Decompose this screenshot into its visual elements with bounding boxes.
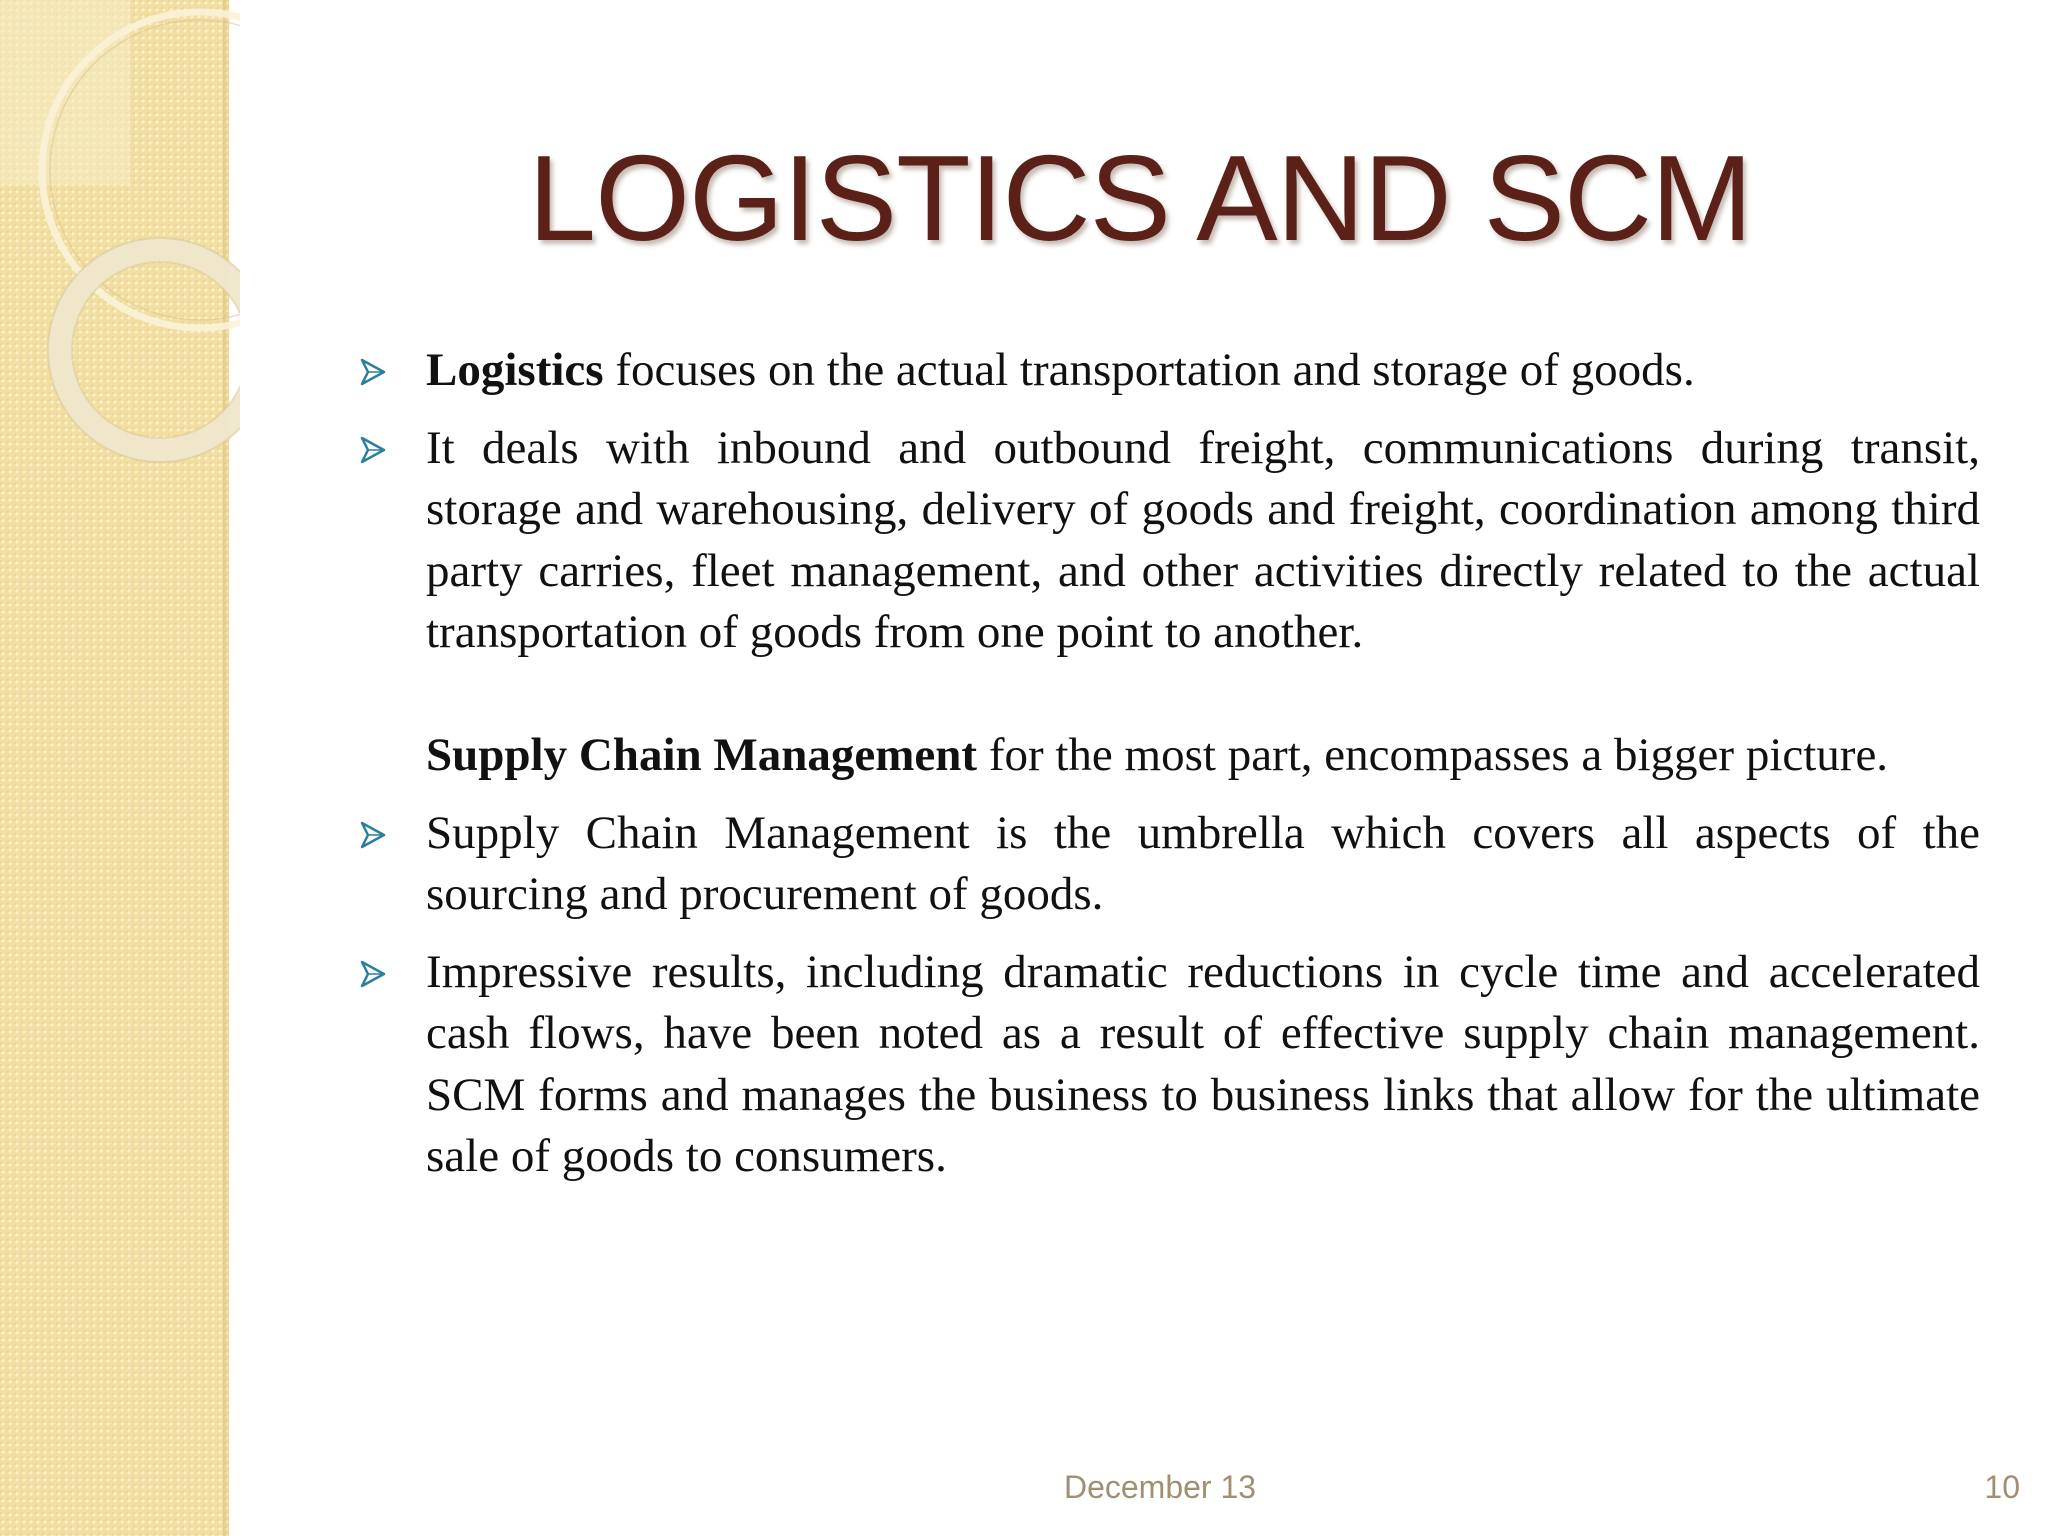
- bullet-body: Impressive results, including dramatic reductions in cycle time and accelerated cash flows, have been noted as a result of effective supply chain management. SCM forms and manages the business to business links that allow for the ultimate sale of goods to consumers.: [426, 945, 1980, 1182]
- arrowhead-bullet-icon: [360, 358, 386, 386]
- bullet-continuation-text: for the most part, encompasses a bigger picture.: [977, 729, 1889, 781]
- bullet-text: [426, 344, 1695, 396]
- bullet-body: It deals with inbound and outbound freight, communications during transit, storage and warehousing, delivery of goods and freight, coordination among third party carries, fleet management, and other activities directly related to the actual transportation of goods from one point to another.: [426, 421, 1980, 658]
- arrowhead-bullet-icon: [360, 960, 386, 988]
- decorative-rings-icon: [0, 0, 240, 520]
- bullet-body: focuses on the actual transportation and storage of goods.: [603, 344, 1695, 396]
- page-number: 10: [1984, 1469, 2020, 1505]
- bullet-item: [360, 340, 1980, 402]
- arrowhead-bullet-icon: [360, 821, 386, 849]
- footer-date: December 13: [1063, 1469, 1257, 1505]
- bullet-bold-term: Logistics: [426, 344, 604, 396]
- arrowhead-bullet-icon: [360, 436, 386, 464]
- bullet-item: [360, 803, 1980, 926]
- bullet-list: [360, 340, 1980, 1204]
- bullet-continuation: [426, 729, 1888, 781]
- bullet-item: [360, 942, 1980, 1188]
- bullet-bold-term: Supply Chain Management: [426, 729, 978, 781]
- bullet-body: Supply Chain Management is the umbrella which covers all aspects of the sourcing and procurement of goods.: [426, 806, 1980, 920]
- slide-title: LOGISTICS AND SCM: [528, 130, 1752, 266]
- paragraph-break: [426, 664, 1980, 726]
- bullet-item: [360, 418, 1980, 787]
